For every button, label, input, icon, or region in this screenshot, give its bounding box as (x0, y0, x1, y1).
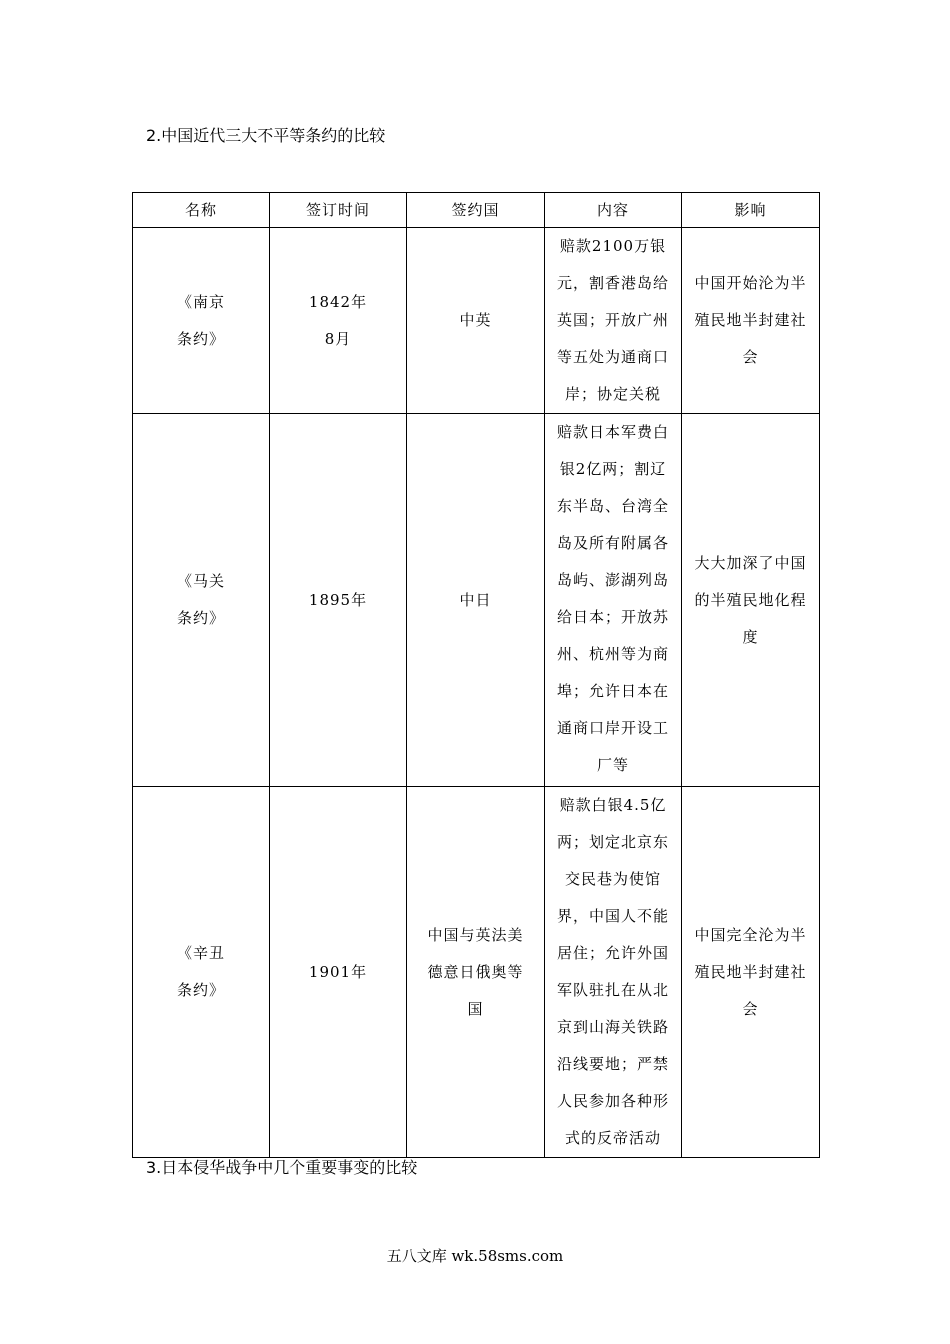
treaty-date-cell: 1842年8月 (270, 228, 407, 414)
table-row (133, 414, 820, 787)
treaty-date-cell: 1901年 (270, 787, 407, 1158)
treaty-content-cell: 赔款日本军费白银2亿两；割辽东半岛、台湾全岛及所有附属各岛屿、澎湖列岛给日本；开放苏州、杭州等为商埠；允许日本在通商口岸开设工厂等 (545, 414, 682, 787)
treaty-parties-cell: 中英 (407, 228, 545, 414)
column-header-name: 名称 (133, 193, 270, 228)
treaty-name-cell: 《辛丑条约》 (133, 787, 270, 1158)
treaty-content-cell: 赔款2100万银元，割香港岛给英国；开放广州等五处为通商口岸；协定关税 (545, 228, 682, 414)
column-header-impact: 影响 (682, 193, 820, 228)
table-header-row (133, 193, 820, 228)
table-row (133, 787, 820, 1158)
treaty-content-cell: 赔款白银4.5亿两；划定北京东交民巷为使馆界，中国人不能居住；允许外国军队驻扎在从北京到山海关铁路沿线要地；严禁人民参加各种形式的反帝活动 (545, 787, 682, 1158)
treaty-impact-cell: 中国完全沦为半殖民地半封建社会 (682, 787, 820, 1158)
page-footer: 五八文库 wk.58sms.com (386, 1247, 564, 1265)
column-header-parties: 签约国 (407, 193, 545, 228)
column-header-content: 内容 (545, 193, 682, 228)
treaty-comparison-table (132, 192, 820, 1158)
treaty-name-cell: 《马关条约》 (133, 414, 270, 787)
treaty-parties-cell: 中国与英法美德意日俄奥等国 (407, 787, 545, 1158)
section-heading-incidents: 3.日本侵华战争中几个重要事变的比较 (146, 1158, 418, 1177)
treaty-date-cell: 1895年 (270, 414, 407, 787)
column-header-date: 签订时间 (270, 193, 407, 228)
treaty-parties-cell: 中日 (407, 414, 545, 787)
treaty-impact-cell: 中国开始沦为半殖民地半封建社会 (682, 228, 820, 414)
section-heading-treaties: 2.中国近代三大不平等条约的比较 (146, 126, 386, 145)
table-row (133, 228, 820, 414)
treaty-name-cell: 《南京条约》 (133, 228, 270, 414)
treaty-impact-cell: 大大加深了中国的半殖民地化程度 (682, 414, 820, 787)
